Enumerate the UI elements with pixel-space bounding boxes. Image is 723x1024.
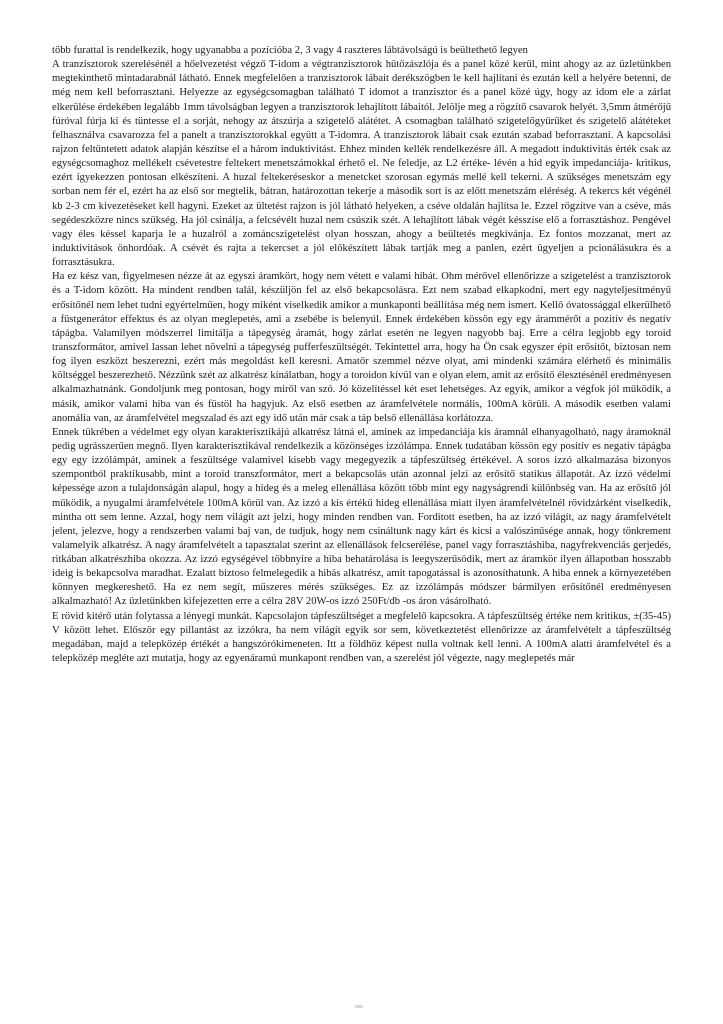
paragraph-4: Ennek tükrében a védelmet egy olyan karakterisztikájú alkatrész látná el, aminek az impedanciája kis áramnál elhanyagolható, nagy áramoknál pedig ugrásszerűen megnő. Ilyen karakterisztikával rendelkezik a közönséges izzólámpa. Ennek tudatában kössön egy positív es negatív tápágba egy egy izzólámpát, aminek a feszültsége valamivel kisebb vagy megegyezik a tápfeszültség értékével. A soros izzó alkalmazása bizonyos szempontból praktikusabb, mint a toroid transzformátor, mert a bekapcsolás után azonnal jelzi az erősítő statikus állapotát. Az izzó védelmi képessége azon a tulajdonságán alapul, hogy a hideg és a meleg ellenállása között több mint egy nagyságrendi különbség van. Ha az erősítő jól működik, a nyugalmi áramfelvétele 100mA körül van. Az izzó a kis értékű hideg ellenállása miatt ilyen áramfelvételnél rövidzárként viselkedik, mintha ott sem lenne. Azzal, hogy nem világít azt jelzi, hogy minden rendben van. Forditott esetben, ha az izzó világít, az nagy áramfelvételt jelent, jelezve, hogy a rendszerben valami baj van, de tudjuk, hogy nem csináltunk nagy kárt és kicsi a valószinűsége annak, hogy tönkrement valamelyik alkatrész. A nagy áramfelvételt a tapasztalat szerint az ellenállások felcserélése, panel vagy forrasztáshiba, nagyfrekvenciás gerjedés, ritkában alkatrészhiba okozza. Az izzó egységével többnyire a hiba behatárolása is leegyszerűsödik, mert az áramkör ilyen állapotban hosszabb ideig is bekapcsolva maradhat. Ezalatt biztoso felmelegedik a hibás alkatrész, amit tapogatással is azonosíthatunk. A hiba ennek a környezetében könnyen megkereshető. Ha ez nem segít, műszeres mérés szükséges. Ez az izzólámpás módszer bármilyen erősítőnél eredményesen alkalmazható! Az üzletünkben kifejezetten erre a célra 28V 20W-os izzó 250Ft/db -os áron vásárolható.	[52, 426, 671, 608]
paragraph-2: A tranzisztorok szerelésénél a hőelvezetést végző T-idom a végtranzisztorok hűtőzászlója és a panel közé kerül, mint ahogy az az üzletünkben megtekinthető mintadarabnál látható. Ennek megfelelően a tranzisztorok lábait derékszögben le kell hajlítani és ezután kell a helyére betenni, de még nem kell beforrasztani. Helyezze az egységcsomagban található T idomot a tranzisztor és a panel közé úgy, hogy az idom ele a zárlat elkerülése érdekében legalább 1mm távolságban legyen a tranzisztorok lehajlított lábaitól. Jelölje meg a rögzítő csavarok helyét. 3,5mm átmérőjű fúróval fúrja ki és tüntesse el a sorját, nehogy az átszúrja a szigetelő alátétet. A csomagban található szigetelőgyűrűket és szigetelő alátéteket felhasználva csavarozza fel a panelt a tranzisztorokkal együtt a T-idomra. A tranzisztorok lábait csak ezután szabad beforrasztani. A kapcsolási rajzon feltüntetett adatok alapján készítse el a három induktivitást. Ehhez minden kellék rendelkezésre áll. A megadott induktivitás érték csak az egységcsomaghoz mellékelt csévetestre feltekert menetszámokkal érhető el. Ne feledje, az L2 értéke- lévén a hid egyik impedanciája- kritikus, ezért igyekezzen pontosan elkészíteni. A huzal feltekeréseskor a menetcket szorosan egymás mellé kell tekerni. A szükséges menetszám egy sorban nem fér el, ezért ha az első sor megtelik, bátran, határozottan tekerje a második sort is az előtt menetszám eléréség. A tekercs két végénél kb 2-3 cm kivezetéseket kell hagyni. Ezeket az ültetést rajzon is jól látható helyeken, a cséve oldalán hajlítsa le. Ezzel rögzítve van a cséve, más segédeszközre nincs szükség. Ha jól csinálja, a felcsévélt huzal nem csúszik szét. A lehajlított lábak végét késszíse elő a forrasztáshoz. Pengével vagy éles késsel kaparja le a huzalról a zománcszigetelést olyan hosszan, ahogy a beültetés megkívánja. Ez fontos mozzanat, mert az induktivitások önhordóak. A csévét és rajta a tekercset a jól előkészített lábak tartják meg a panlen, ezért ügyeljen a pcionálásukra és a forrasztásukra.	[52, 59, 671, 269]
page-footer-mark	[355, 1005, 363, 1008]
paragraph-1: több furattal is rendelkezik, hogy ugyanabba a pozícióba 2, 3 vagy 4 raszteres lábtávolságú is beültethető legyen	[52, 45, 528, 56]
paragraph-3: Ha ez kész van, figyelmesen nézze át az egyszi áramkört, hogy nem vétett e valami hibát. Ohm mérővel ellenőrizze a szigetelést a tranzisztorok és a T-idom között. Ha mindent rendben talál, készüljön fel az első bekapcsolásra. Ezt nem szabad elkapkodni, mert egy nagyteljesítményű erősítőnél nem lehet tudni egyértelműen, hogy miként viselkedik amikor a munkaponti beállítása még nem ismert. Kellő óvatossággal elkerülhető a füstgenerátor effektus és az olyan meglepetés, ami a zsebébe is belenyúl. Ennek érdekében kössön egy egy árammérőt a pozitív és negatív tápágba. Valamilyen módszerrel limitálja a tápegység áramát, hogy zárlat esetén ne legyen nagyobb baj. Erre a célra legjobb egy toroid transzformátor, amivel lassan lehet növelni a tápegység pufferfeszültségét. Tekintettel arra, hogy ha Ön csak egyszer épít erősítőt, biztosan nem fog ilyen eszközt beszerezni, ezért más megoldást kell keresni. Amatőr szemmel nézve olyat, ami mindenki számára elérhető és minimális költséggel beszerezhető. Nézzünk szét az alkatrész kínálatban, hogy a toroidon kívül van e olyan elem, amit az erősítő élesztésénél eredményesen alkalmazhatnánk. Gondoljunk meg pontosan, hogy miről van szó. Jó közelítéssel két eset lehetséges. Az egyik, amikor a végfok jól működik, a másik, amikor valami hiba van és füstöl ha hagyjuk. Az első esetben az áramfelvétele normális, 100mA körüli. A második esetben valami anomália van, az áramfelvétel megszalad és azt egy idő után már csak a táp belső ellenállása korlátozza.	[52, 271, 671, 424]
paragraph-5: E rövid kitérő után folytassa a lényegi munkát. Kapcsolajon tápfeszültséget a megfelelő kapcsokra. A tápfeszültség értéke nem kritikus, ±(35-45) V között lehet. Először egy pillantást az izzókra, ha nem világít egyik sor sem, következtetést ellenőrizze az áramfelvételt a tápfeszültség megadában, majd a telepközép értékét a hangszórókimeneten. Itt a földhöz képest nulla voltnak kell lenni. A 100mA alatti áramfelvétel és a telepközép megléte azt mutatja, hogy az egyenáramú munkapont rendben van, a szerelést jól végezte, nagy meglepetés már	[52, 610, 671, 665]
document-body	[52, 44, 671, 666]
